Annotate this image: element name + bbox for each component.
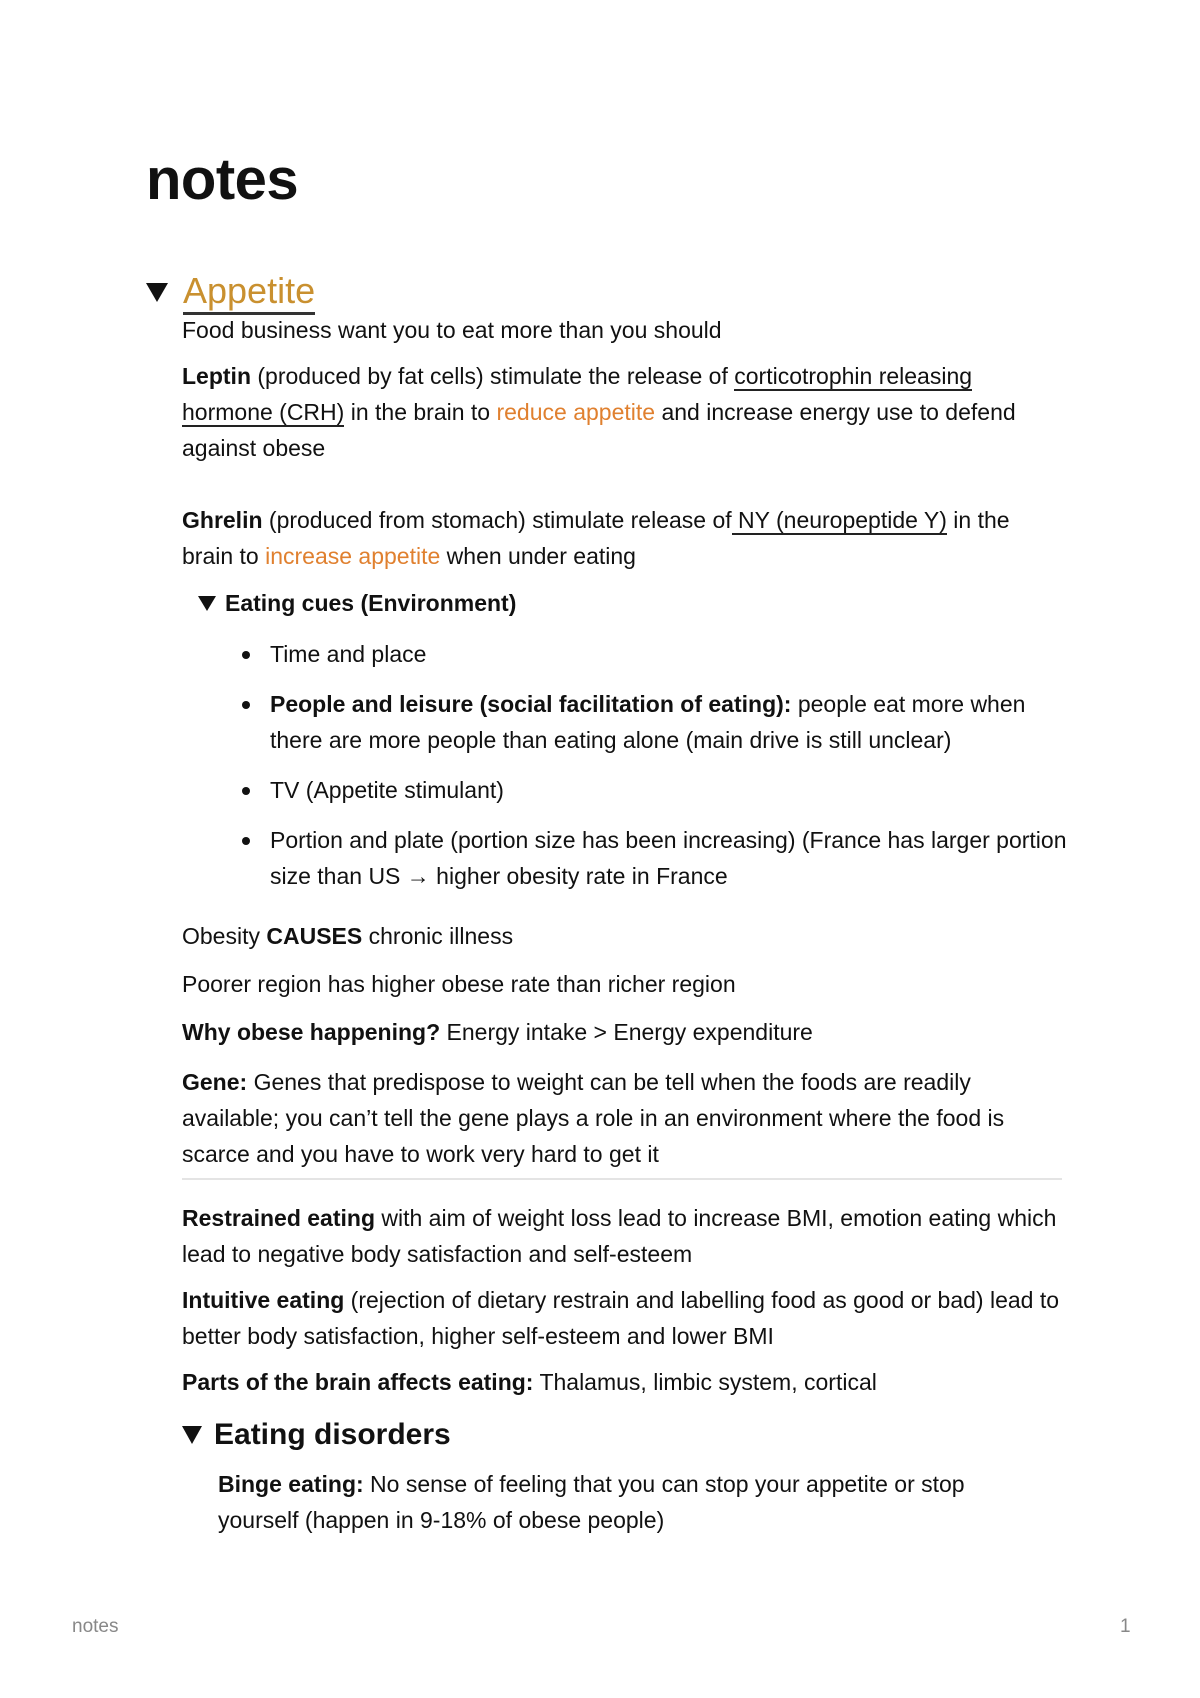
neuropeptide-y-link[interactable]: NY (neuropeptide Y) bbox=[731, 507, 947, 533]
toggle-eating-cues[interactable] bbox=[198, 590, 516, 617]
intuitive-eating-text: (rejection of dietary restrain and labelling food as good or bad) lead to better body satisfaction, higher self-esteem and lower BMI bbox=[182, 1287, 1060, 1349]
list-item bbox=[242, 686, 1072, 758]
brain-parts-term: Parts of the brain affects eating: bbox=[182, 1369, 534, 1395]
paragraph-brain-parts bbox=[182, 1364, 1062, 1400]
intuitive-eating-term: Intuitive eating bbox=[182, 1287, 345, 1313]
binge-eating-term: Binge eating: bbox=[218, 1471, 364, 1497]
leptin-text-1: (produced by fat cells) stimulate the release of bbox=[251, 363, 735, 389]
obesity-text-2: chronic illness bbox=[362, 923, 514, 949]
ghrelin-text-1: (produced from stomach) stimulate release of bbox=[262, 507, 732, 533]
paragraph-leptin bbox=[182, 358, 1062, 466]
page-title: notes bbox=[146, 147, 299, 212]
ghrelin-text-2: in the brain to bbox=[182, 507, 1010, 569]
list-item: Time and place bbox=[242, 636, 1072, 672]
social-facilitation-term: People and leisure (social facilitation of eating): bbox=[270, 691, 792, 717]
list-item: Portion and plate (portion size has been increasing) (France has larger portion size than US → higher obesity rate in France bbox=[242, 822, 1072, 894]
list-item: TV (Appetite stimulant) bbox=[242, 772, 1072, 808]
gene-text: Genes that predispose to weight can be tell when the foods are readily available; you can’t tell the gene plays a role in an environment where the food is scarce and you have to work very hard to get it bbox=[182, 1069, 1005, 1167]
appetite-heading-link[interactable]: Appetite bbox=[183, 270, 315, 315]
footer-document-name: notes bbox=[72, 1616, 119, 1637]
paragraph-intuitive-eating bbox=[182, 1282, 1062, 1354]
toggle-triangle-icon[interactable] bbox=[146, 283, 168, 302]
crh-link-part-1[interactable]: corticotrophin releasing bbox=[734, 363, 973, 389]
reduce-appetite-highlight: reduce appetite bbox=[496, 399, 656, 425]
paragraph-restrained-eating bbox=[182, 1200, 1062, 1272]
increase-appetite-highlight: increase appetite bbox=[265, 543, 441, 569]
paragraph-binge-eating bbox=[218, 1466, 1048, 1538]
paragraph-why-obese bbox=[182, 1014, 1062, 1050]
paragraph-poorer-region: Poorer region has higher obese rate than richer region bbox=[182, 971, 736, 997]
footer-page-number: 1 bbox=[1120, 1616, 1131, 1637]
toggle-appetite[interactable] bbox=[146, 270, 315, 315]
toggle-eating-disorders[interactable] bbox=[182, 1418, 451, 1452]
leptin-text-3: and increase energy use to defend against obese bbox=[182, 399, 1016, 461]
gene-term: Gene: bbox=[182, 1069, 248, 1095]
leptin-text-2: in the brain to bbox=[344, 399, 497, 425]
paragraph-food-business: Food business want you to eat more than you should bbox=[182, 317, 722, 343]
toggle-triangle-icon[interactable] bbox=[182, 1426, 202, 1444]
ghrelin-term: Ghrelin bbox=[182, 507, 263, 533]
obesity-causes-bold: CAUSES bbox=[266, 923, 363, 949]
paragraph-ghrelin bbox=[182, 502, 1062, 574]
social-facilitation-text: people eat more when there are more people than eating alone (main drive is still unclear) bbox=[270, 691, 1026, 753]
eating-cues-heading: Eating cues (Environment) bbox=[225, 590, 517, 616]
crh-link-part-2[interactable]: hormone (CRH) bbox=[182, 399, 345, 425]
why-obese-text: Energy intake > Energy expenditure bbox=[440, 1019, 813, 1045]
eating-disorders-heading: Eating disorders bbox=[214, 1418, 451, 1451]
brain-parts-text: Thalamus, limbic system, cortical bbox=[533, 1369, 877, 1395]
why-obese-term: Why obese happening? bbox=[182, 1019, 441, 1045]
toggle-triangle-icon[interactable] bbox=[198, 596, 216, 611]
paragraph-gene bbox=[182, 1064, 1062, 1172]
divider bbox=[182, 1178, 1062, 1180]
binge-eating-text: No sense of feeling that you can stop your appetite or stop yourself (happen in 9-18% of obese people) bbox=[218, 1471, 965, 1533]
obesity-text-1: Obesity bbox=[182, 923, 267, 949]
restrained-eating-term: Restrained eating bbox=[182, 1205, 375, 1231]
ghrelin-text-3: when under eating bbox=[440, 543, 636, 569]
paragraph-obesity bbox=[182, 918, 1062, 954]
restrained-eating-text: with aim of weight loss lead to increase BMI, emotion eating which lead to negative body satisfaction and self-esteem bbox=[182, 1205, 1057, 1267]
leptin-term: Leptin bbox=[182, 363, 251, 389]
eating-cues-list bbox=[242, 636, 1072, 908]
